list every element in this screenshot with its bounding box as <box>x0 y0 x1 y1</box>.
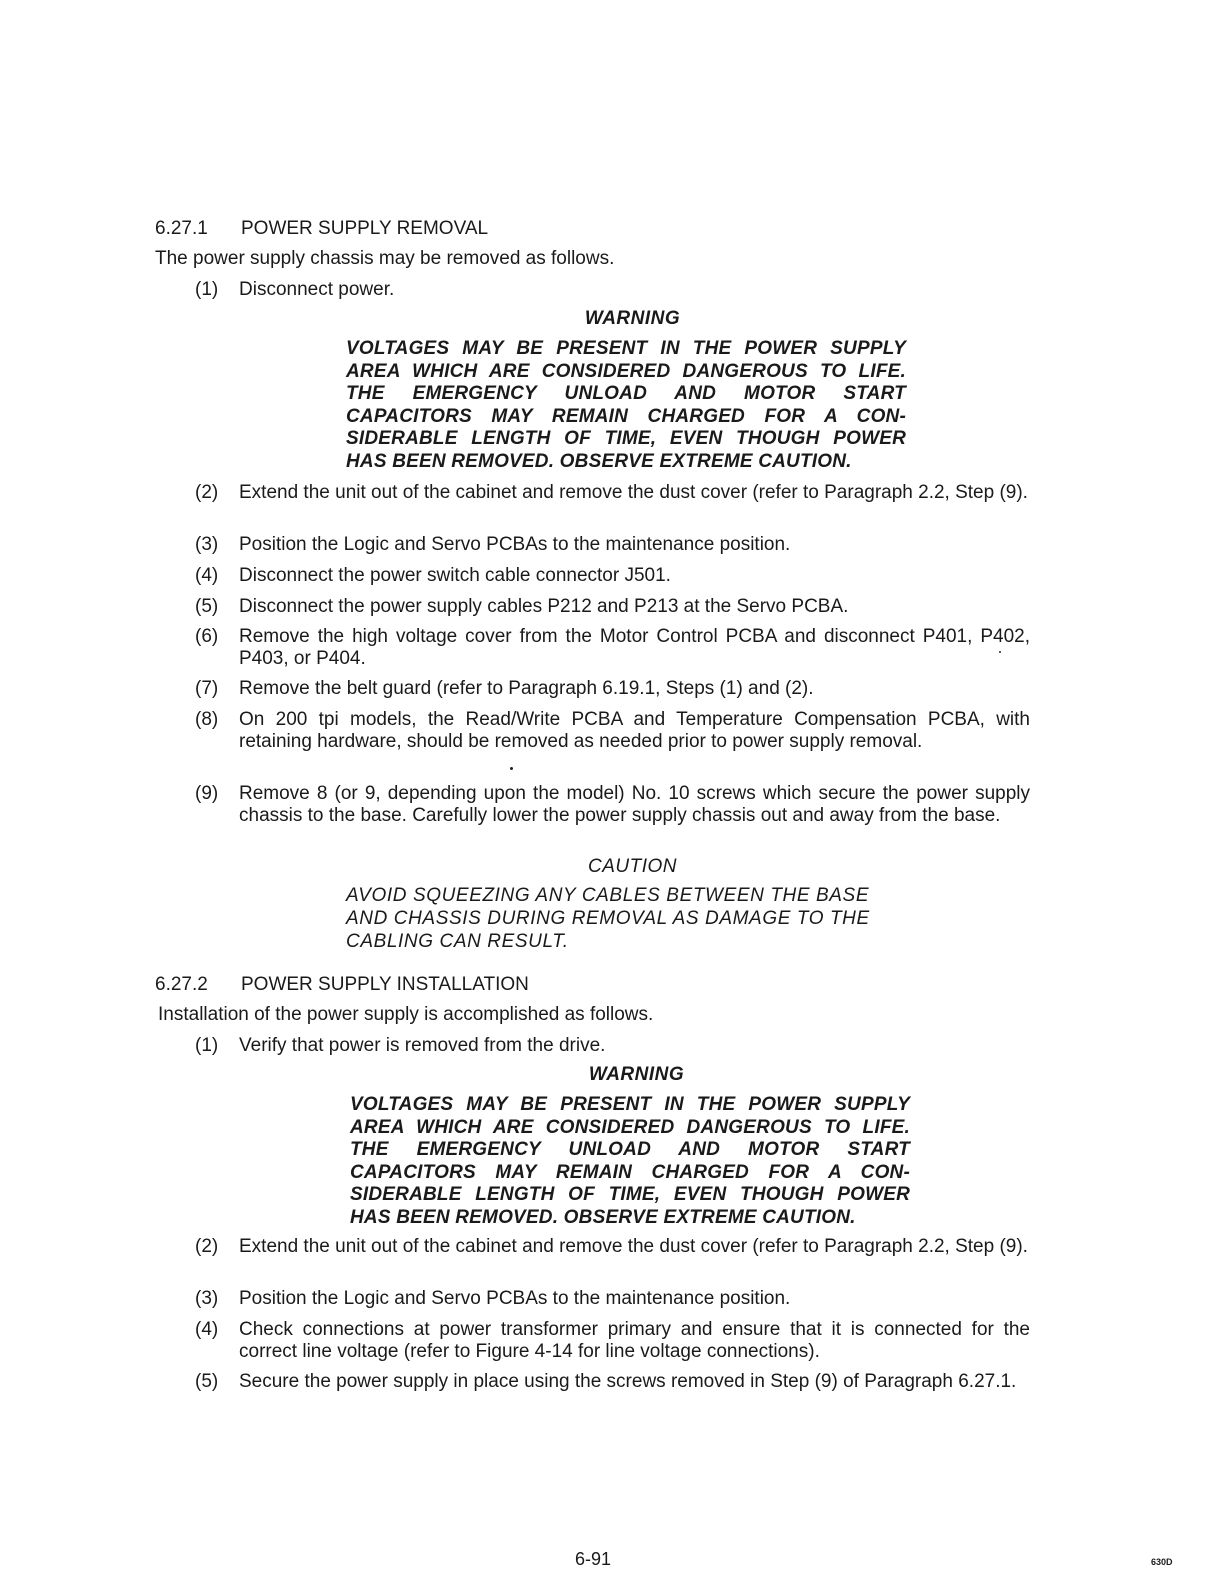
scan-speck <box>510 767 513 770</box>
list-item <box>195 279 1030 301</box>
warning-line: SIDERABLE LENGTH OF TIME, EVEN THOUGH POWER <box>346 428 906 449</box>
warning-line: THE EMERGENCY UNLOAD AND MOTOR START <box>350 1139 910 1160</box>
step-number: (1) <box>195 1035 219 1056</box>
step-text: Secure the power supply in place using the screws removed in Step (9) of Paragraph 6.27.1. <box>239 1371 1017 1392</box>
section-number: 6.27.2 <box>155 974 208 995</box>
caution-line: CABLING CAN RESULT. <box>346 931 569 952</box>
list-item <box>195 565 1030 587</box>
step-text: Position the Logic and Servo PCBAs to the maintenance position. <box>239 534 791 555</box>
section-heading-installation <box>155 974 529 996</box>
step-text: Disconnect the power supply cables P212 and P213 at the Servo PCBA. <box>239 596 849 617</box>
section-number: 6.27.1 <box>155 218 208 239</box>
section-title: POWER SUPPLY REMOVAL <box>241 218 489 239</box>
warning-line: CAPACITORS MAY REMAIN CHARGED FOR A CON- <box>346 405 906 427</box>
list-item <box>195 1319 1030 1363</box>
warning-line: AREA WHICH ARE CONSIDERED DANGEROUS TO LIFE. <box>346 360 906 382</box>
step-text: Disconnect power. <box>239 279 395 300</box>
step-number: (4) <box>195 565 219 586</box>
step-number: (8) <box>195 709 219 730</box>
scan-speck <box>999 651 1001 653</box>
step-text: Extend the unit out of the cabinet and remove the dust cover (refer to Paragraph 2.2, Step (9). <box>239 482 1028 503</box>
step-text: Extend the unit out of the cabinet and remove the dust cover (refer to Paragraph 2.2, Step (9). <box>239 1236 1028 1257</box>
warning-line: CAPACITORS MAY REMAIN CHARGED FOR A CON- <box>350 1161 910 1183</box>
step-number: (1) <box>195 279 219 300</box>
step-number: (5) <box>195 596 219 617</box>
warning-title: WARNING <box>588 1064 685 1085</box>
section-intro: Installation of the power supply is accomplished as follows. <box>158 1004 654 1025</box>
warning-line: THE EMERGENCY UNLOAD AND MOTOR START <box>346 383 906 404</box>
list-item <box>195 1236 1030 1258</box>
list-item <box>195 678 1030 700</box>
warning-line: SIDERABLE LENGTH OF TIME, EVEN THOUGH POWER <box>350 1184 910 1205</box>
list-item <box>195 596 1030 618</box>
step-text: Remove 8 (or 9, depending upon the model) No. 10 screws which secure the power supply chassis to the base. Carefully lower the power supply chassis out and away from the base. <box>239 783 1030 826</box>
step-text: On 200 tpi models, the Read/Write PCBA and Temperature Compensation PCBA, with retaining hardware, should be removed as needed prior to power supply removal. <box>239 709 1030 752</box>
section-heading-removal <box>155 218 488 240</box>
step-text: Remove the high voltage cover from the Motor Control PCBA and disconnect P401, P402, P403, or P404. <box>239 626 1030 669</box>
warning-title: WARNING <box>584 308 681 329</box>
warning-line: VOLTAGES MAY BE PRESENT IN THE POWER SUPPLY <box>346 338 906 359</box>
step-number: (9) <box>195 783 219 804</box>
list-item <box>195 1035 1030 1057</box>
step-number: (2) <box>195 482 219 503</box>
caution-title: CAUTION <box>588 856 677 877</box>
page-number: 6-91 <box>575 1549 612 1569</box>
list-item <box>195 709 1030 753</box>
step-number: (4) <box>195 1319 219 1340</box>
list-item <box>195 1371 1030 1393</box>
step-number: (7) <box>195 678 219 699</box>
warning-text <box>346 338 906 473</box>
caution-line: AVOID SQUEEZING ANY CABLES BETWEEN THE BASE <box>346 885 870 906</box>
step-number: (3) <box>195 1288 219 1309</box>
step-text: Disconnect the power switch cable connector J501. <box>239 565 671 586</box>
list-item <box>195 626 1030 670</box>
caution-text <box>346 884 906 953</box>
warning-text <box>350 1094 910 1229</box>
warning-line: VOLTAGES MAY BE PRESENT IN THE POWER SUPPLY <box>350 1094 910 1115</box>
step-number: (5) <box>195 1371 219 1392</box>
document-code: 630D <box>1151 1557 1173 1567</box>
list-item <box>195 482 1030 504</box>
list-item <box>195 1288 1030 1310</box>
step-number: (2) <box>195 1236 219 1257</box>
warning-line: HAS BEEN REMOVED. OBSERVE EXTREME CAUTION. <box>350 1206 856 1228</box>
warning-line: HAS BEEN REMOVED. OBSERVE EXTREME CAUTION. <box>346 450 852 472</box>
step-text: Check connections at power transformer primary and ensure that it is connected for the correct line voltage (refer to Figure 4-14 for line voltage connections). <box>239 1319 1030 1362</box>
step-text: Remove the belt guard (refer to Paragraph 6.19.1, Steps (1) and (2). <box>239 678 814 699</box>
caution-line: AND CHASSIS DURING REMOVAL AS DAMAGE TO THE <box>346 908 870 929</box>
warning-line: AREA WHICH ARE CONSIDERED DANGEROUS TO LIFE. <box>350 1116 910 1138</box>
step-number: (6) <box>195 626 219 647</box>
section-title: POWER SUPPLY INSTALLATION <box>241 974 529 995</box>
step-text: Verify that power is removed from the drive. <box>239 1035 606 1056</box>
step-text: Position the Logic and Servo PCBAs to the maintenance position. <box>239 1288 791 1309</box>
list-item <box>195 783 1030 827</box>
step-number: (3) <box>195 534 219 555</box>
section-intro: The power supply chassis may be removed as follows. <box>155 248 615 269</box>
list-item <box>195 534 1030 556</box>
